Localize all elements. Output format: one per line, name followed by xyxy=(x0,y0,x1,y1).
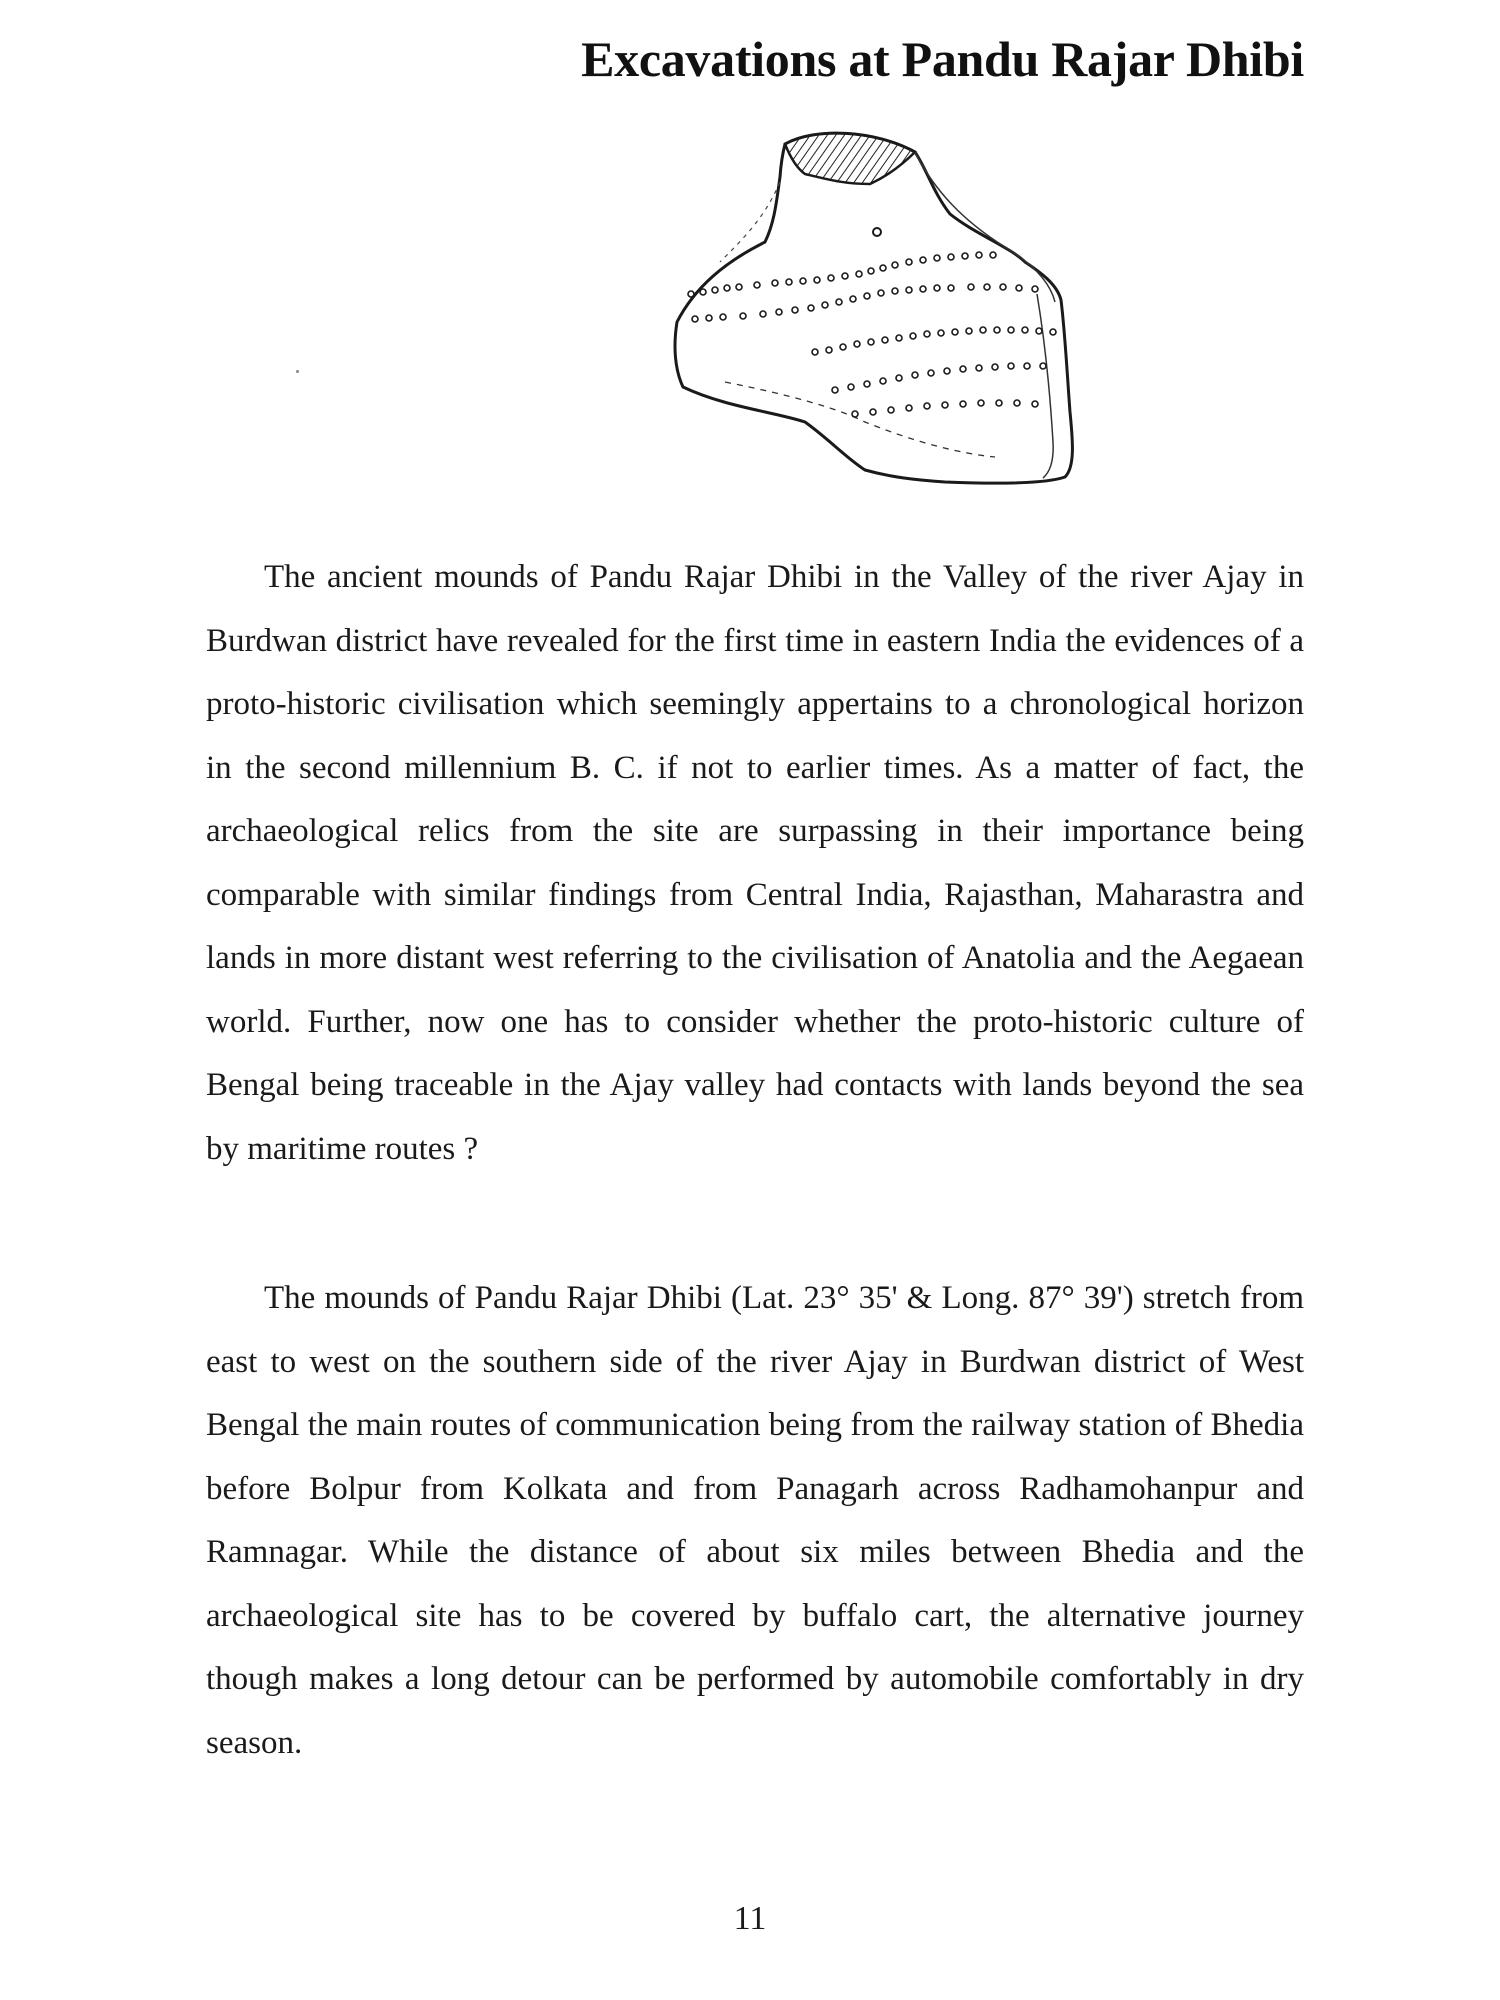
page-number: 11 xyxy=(733,1900,767,1937)
paragraph-1: The ancient mounds of Pandu Rajar Dhibi in the Valley of the river Ajay in Burdwan district have revealed for the first time in eastern India the evidences of a proto-historic civilisation which seemingly appertains to a chronological horizon in the second millennium B. C. if not to earlier times. As a matter of fact, the archaeological relics from the site are surpassing in their importance being comparable with similar findings from Central India, Rajasthan, Maharastra and lands in more distant west referring to the civilisation of Anatolia and the Aegaean world. Further, now one has to consider whether the proto-historic culture of Bengal being traceable in the Ajay valley had contacts with lands beyond the sea by maritime routes ? xyxy=(206,559,1304,1167)
pottery-sherd-drawing-icon xyxy=(665,122,1095,487)
print-speck xyxy=(296,370,299,373)
page-title: Excavations at Pandu Rajar Dhibi xyxy=(581,31,1304,87)
paragraph-2: The mounds of Pandu Rajar Dhibi (Lat. 23° 35' & Long. 87° 39') stretch from east to west on the southern side of the river Ajay in Burdwan district of West Bengal the main routes of communication being from the railway station of Bhedia before Bolpur from Kolkata and from Panagarh across Radhamohanpur and Ramnagar. While the distance of about six miles between Bhedia and the archaeological site has to be covered by buffalo cart, the alternative journey though makes a long detour can be performed by automobile comfortably in dry season. xyxy=(206,1280,1304,1761)
